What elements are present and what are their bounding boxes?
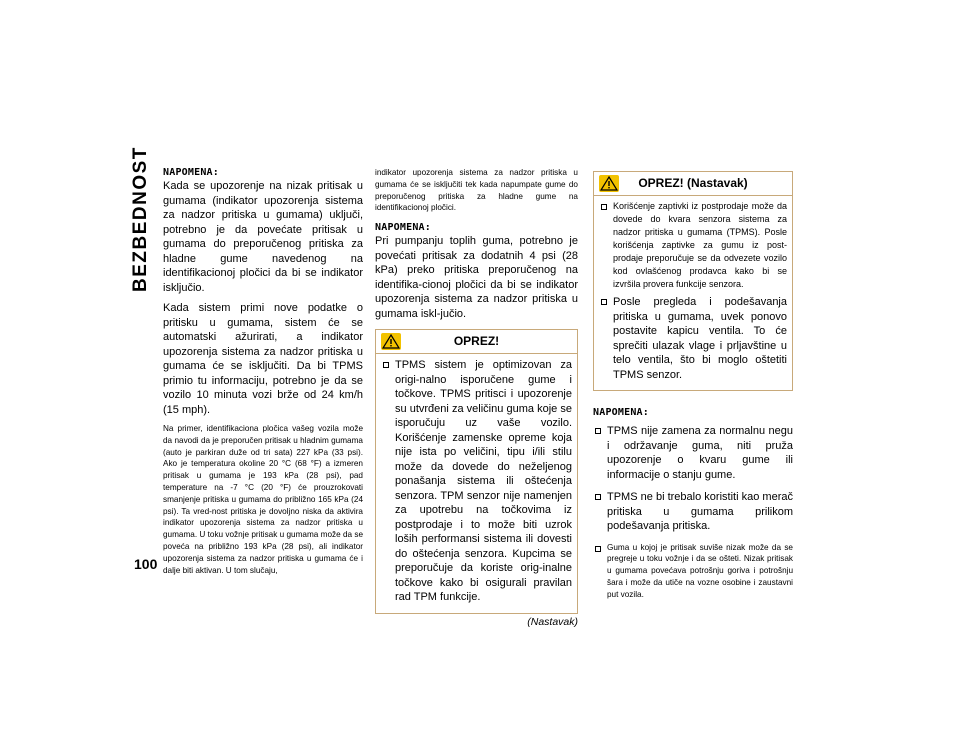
caution-header bbox=[376, 330, 577, 354]
section-title: BEZBEDNOST bbox=[130, 146, 151, 292]
paragraph: Pri pumpanju toplih guma, potrebno je povećati pritisak za dodatnih 4 psi (28 kPa) preko pritiska preporučenog na identifika-cionoj pločici da bi se indikator upozorenja sistema za nadzor pritiska u gumama iskl-jučio. bbox=[375, 235, 578, 320]
bullet-square-icon bbox=[595, 546, 601, 552]
bullet-square-icon bbox=[601, 204, 607, 210]
column-2 bbox=[375, 167, 578, 628]
note-bullet: TPMS nije zamena za normalnu negu i održavanje guma, niti pruža upozorenje o kvaru gume ili informacije o stanju gume. bbox=[593, 424, 793, 482]
page-number: 100 bbox=[134, 556, 158, 572]
note-label: NAPOMENA: bbox=[593, 407, 649, 418]
warning-icon bbox=[381, 333, 401, 350]
paragraph-small: Na primer, identifikaciona pločica vašeg vozila može da navodi da je preporučen pritisak u hladnim gumama (auto je parkiran duže od tri sata) 227 kPa (33 psi). Ako je temperatura okoline 20 °C (68 °F) a izmeren pritisak u gumama je 193 kPa (28 psi), pad temperature na -7 °C (20 °F) će prouzrokovati smanjenje pritiska u gumama do približno 165 kPa (24 psi). Ta vred-nost pritiska je dovoljno niska da aktivira indikator upozorenja sistema za nadzor pritiska u gumama. U toku vožnje pritisak u gumama može da se poveća na približno 193 kPa (28 psi), ali indikator upozorenja sistema za nadzor pritiska u gumama će i dalje biti aktivan. U tom slučaju, bbox=[163, 424, 363, 575]
caution-title: OPREZ! (Nastavak) bbox=[638, 176, 748, 190]
column-1 bbox=[163, 167, 363, 582]
note-bullet: Guma u kojoj je pritisak suviše nizak može da se pregreje u toku vožnje i da se ošteti. Nizak pritisak u gumama povećava potrošnju goriva i potrošnju šara i može da utiče na vozne osobine i zaustavni put vozila. bbox=[593, 542, 793, 601]
caution-bullet: TPMS sistem je optimizovan za origi-nalno isporučene gume i točkove. TPMS pritisci i upozorenje su utvrđeni za veličinu guma koje se isporučuju uz vaše vozilo. Korišćenje zamenske opreme koja nije ista po veličini, tipu i/ili stilu može da dovede do neželjenog ponašanja sistema ili oštećenja senzora. TPM senzor nije namenjen za upotrebu na točkovima iz postprodaje i to može biti uzrok loših performansi sistema ili dovesti do oštećenja senzora. Kupcima se preporučuje da koriste orig-inalne točkove kako bi osigurali pravilan rad TPM funkcije. bbox=[381, 358, 572, 605]
paragraph-small: indikator upozorenja sistema za nadzor pritiska u gumama će se isključiti tek kada napumpate gume do preporučenog pritiska za hladne gume na identifikacionoj pločici. bbox=[375, 168, 578, 213]
bullet-square-icon bbox=[595, 428, 601, 434]
caution-box bbox=[375, 329, 578, 614]
note-bullet: TPMS ne bi trebalo koristiti kao merač pritiska u gumama prilikom podešavanja pritiska. bbox=[593, 490, 793, 534]
bullet-square-icon bbox=[383, 362, 389, 368]
warning-icon bbox=[599, 175, 619, 192]
paragraph: Kada se upozorenje na nizak pritisak u gumama (indikator upozorenja sistema za nadzor pritiska u gumama) uključi, potrebno je da povećate pritisak u gumama do preporučenog pritiska za hladne gume navedenog na identifikacionoj pločici da bi se indikator isključio. bbox=[163, 180, 363, 294]
note-label: NAPOMENA: bbox=[375, 222, 431, 234]
paragraph: Kada sistem primi nove podatke o pritisku u gumama, sistem će se automatski ažurirati, a indikator upozorenja sistema za nadzor pritiska u gumama će se isključiti. Da bi TPMS primio tu informaciju, potrebno je da se vozilo 10 minuta vozi brže od 24 km/h (15 mph). bbox=[163, 302, 363, 416]
continued-label: (Nastavak) bbox=[527, 615, 578, 628]
bullet-square-icon bbox=[595, 494, 601, 500]
caution-title: OPREZ! bbox=[453, 334, 500, 349]
caution-box-continued bbox=[593, 171, 793, 391]
caution-bullet: Posle pregleda i podešavanja pritiska u gumama, uvek ponovo postavite kapicu ventila. To će sprečiti ulazak vlage i prljavštine u telo ventila, što bi moglo oštetiti TPMS senzor. bbox=[599, 295, 787, 382]
bullet-square-icon bbox=[601, 299, 607, 305]
caution-bullet: Korišćenje zaptivki iz postprodaje može da dovede do kvara senzora sistema za nadzor pritiska u gumama (TPMS). Posle korišćenja zaptivke za gumu iz post-prodaje preporučuje se da odvezete vozilo kod ovlašćenog prodavca kako bi se izvršila provera funkcije senzora. bbox=[599, 200, 787, 291]
note-label: NAPOMENA: bbox=[163, 167, 219, 178]
column-3 bbox=[593, 171, 793, 608]
caution-header bbox=[594, 172, 792, 196]
